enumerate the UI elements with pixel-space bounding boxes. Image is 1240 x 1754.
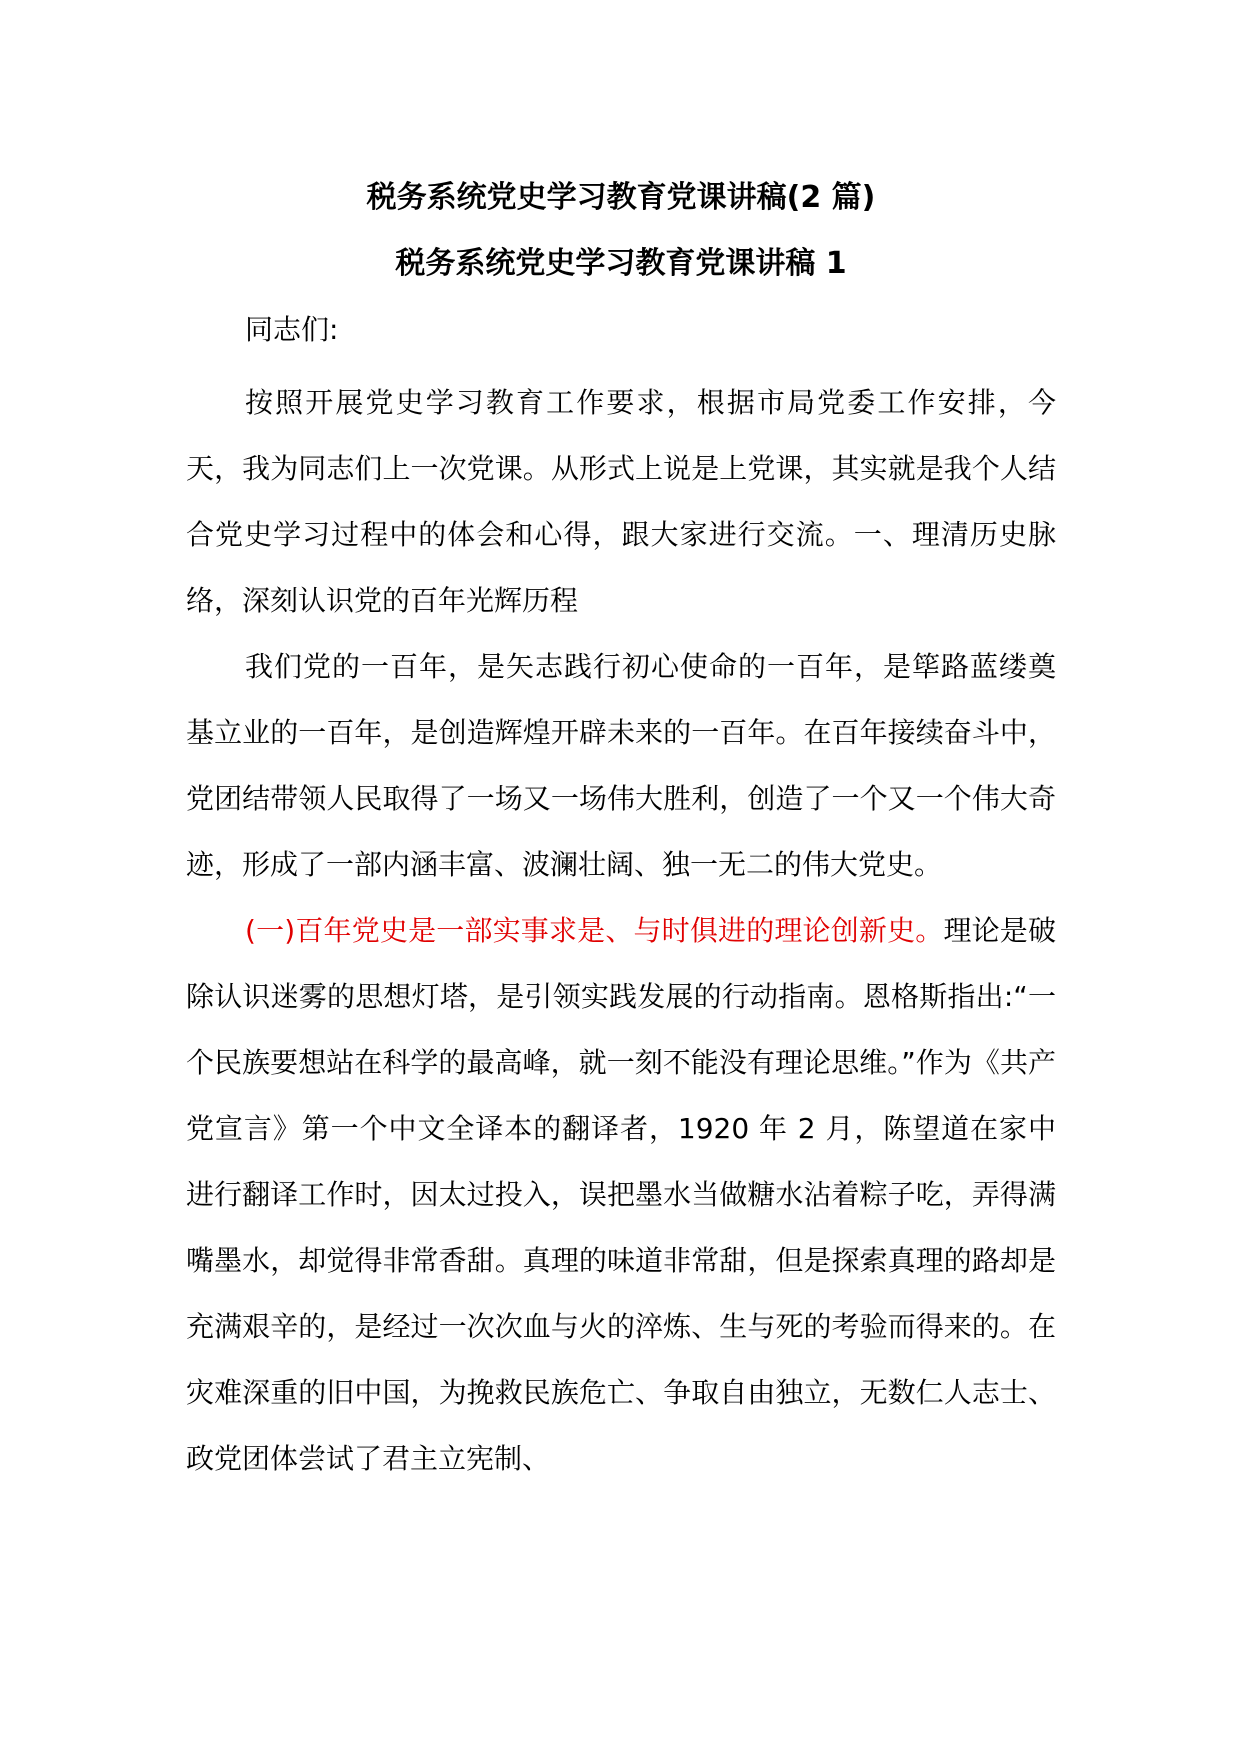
paragraph-2-text: 我们党的一百年，是矢志践行初心使命的一百年，是筚路蓝缕奠基立业的一百年，是创造辉煌开辟未来的一百年。在百年接续奋斗中，党团结带领人民取得了一场又一场伟大胜利，创造了一个又一个伟大奇迹，形成了一部内涵丰富、波澜壮阔、独一无二的伟大党史。 xyxy=(186,650,1056,881)
paragraph-1 xyxy=(186,370,1056,634)
document-page xyxy=(186,178,1056,1492)
document-title: 税务系统党史学习教育党课讲稿(2 篇) xyxy=(366,180,876,215)
paragraph-3 xyxy=(186,898,1056,1492)
document-subtitle: 税务系统党史学习教育党课讲稿 1 xyxy=(395,246,847,281)
paragraph-3-text: 理论是破除认识迷雾的思想灯塔，是引领实践发展的行动指南。恩格斯指出:“一个民族要想站在科学的最高峰，就一刻不能没有理论思维。”作为《共产党宣言》第一个中文全译本的翻译者，1920 年 2 月，陈望道在家中进行翻译工作时，因太过投入，误把墨水当做糖水沾着粽子吃，弄得满嘴墨水，却觉得非常香甜。真理的味道非常甜，但是探索真理的路却是充满艰辛的，是经过一次次血与火的淬炼、生与死的考验而得来的。在灾难深重的旧中国，为挽救民族危亡、争取自由独立，无数仁人志士、政党团体尝试了君主立宪制、 xyxy=(186,914,1056,1475)
paragraph-1-text: 按照开展党史学习教育工作要求，根据市局党委工作安排，今天，我为同志们上一次党课。从形式上说是上党课，其实就是我个人结合党史学习过程中的体会和心得，跟大家进行交流。一、理清历史脉络，深刻认识党的百年光辉历程 xyxy=(186,386,1056,617)
section-heading-highlight: (一)百年党史是一部实事求是、与时俱进的理论创新史。 xyxy=(245,914,944,947)
greeting: 同志们: xyxy=(245,313,339,346)
paragraph-2 xyxy=(186,634,1056,898)
